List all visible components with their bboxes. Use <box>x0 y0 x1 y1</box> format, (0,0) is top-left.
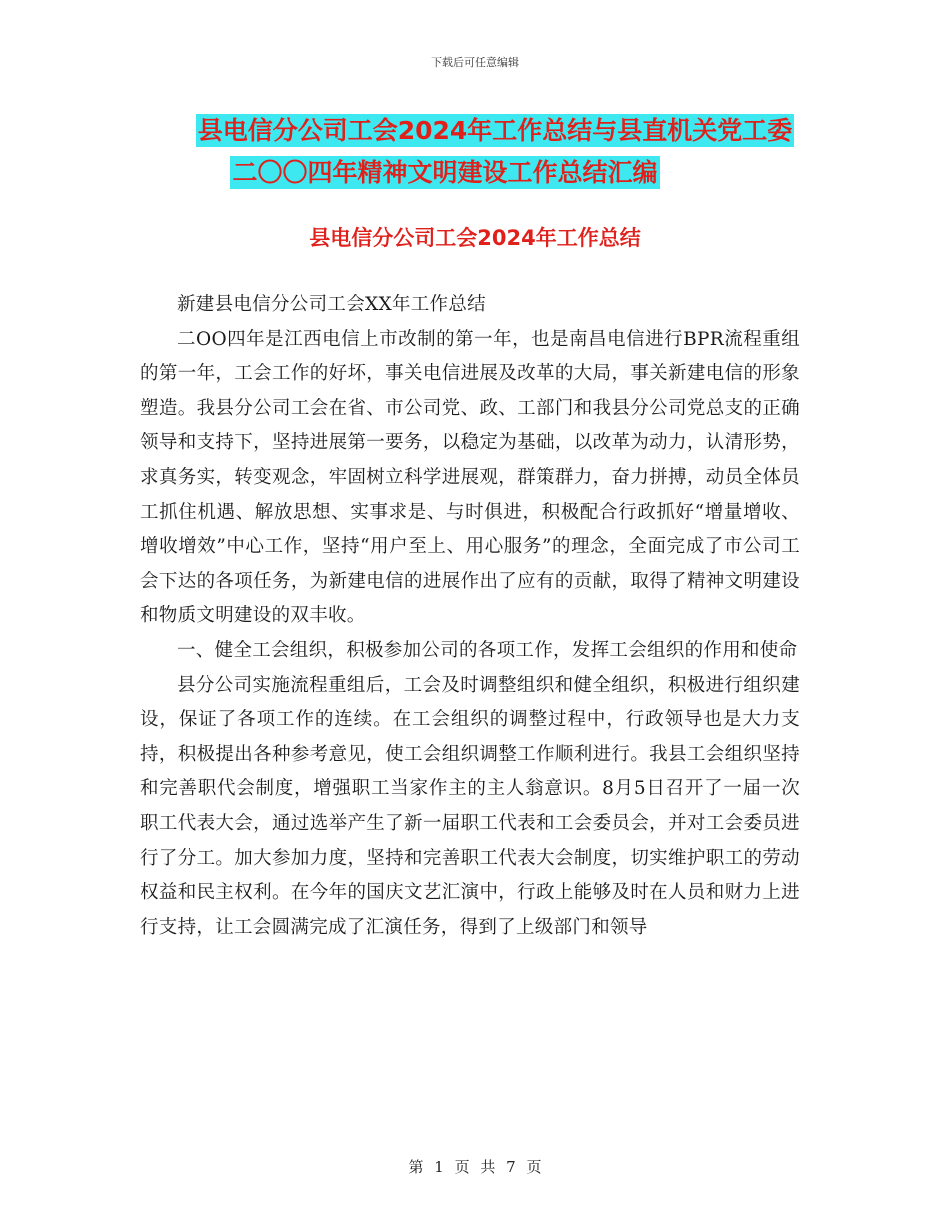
body-paragraph: 二OO四年是江西电信上市改制的第一年，也是南昌电信进行BPR流程重组的第一年，工会工作的好坏，事关电信进展及改革的大局，事关新建电信的形象塑造。我县分公司工会在省、市公司党、政、工部门和我县分公司党总支的正确领导和支持下，坚持进展第一要务，以稳定为基础，以改革为动力，认清形势，求真务实，转变观念，牢固树立科学进展观，群策群力，奋力拼搏，动员全体员工抓住机遇、解放思想、实事求是、与时俱进，积极配合行政抓好“增量增收、增收增效”中心工作，坚持“用户至上、用心服务”的理念，全面完成了市公司工会下达的各项任务，为新建电信的进展作出了应有的贡献，取得了精神文明建设和物质文明建设的双丰收。 <box>140 328 800 627</box>
document-body <box>140 288 800 945</box>
page-number: 第 1 页 共 7 页 <box>408 1158 542 1176</box>
body-paragraph: 县分公司实施流程重组后，工会及时调整组织和健全组织，积极进行组织建设，保证了各项工作的连续。在工会组织的调整过程中，行政领导也是大力支持，积极提出各种参考意见，使工会组织调整工作顺利进行。我县工会组织坚持和完善职代会制度，增强职工当家作主的主人翁意识。8月5日召开了一届一次职工代表大会，通过选举产生了新一届职工代表和工会委员会，并对工会委员进行了分工。加大参加力度，坚持和完善职工代表大会制度，切实维护职工的劳动权益和民主权利。在今年的国庆文艺汇演中，行政上能够及时在人员和财力上进行支持，让工会圆满完成了汇演任务，得到了上级部门和领导 <box>140 674 800 938</box>
body-paragraph: 一、健全工会组织，积极参加公司的各项工作，发挥工会组织的作用和使命 <box>177 639 798 661</box>
document-title-line-2 <box>0 156 950 190</box>
document-title-line-1-text: 县电信分公司工会2024年工作总结与县直机关党工委 <box>197 116 793 145</box>
document-title-line-2-text: 二〇〇四年精神文明建设工作总结汇编 <box>232 158 658 187</box>
header-note: 下载后可任意编辑 <box>431 56 519 69</box>
section-title: 县电信分公司工会2024年工作总结 <box>309 226 641 250</box>
document-title-line-1 <box>0 114 950 148</box>
body-paragraph: 新建县电信分公司工会XX年工作总结 <box>177 294 486 315</box>
